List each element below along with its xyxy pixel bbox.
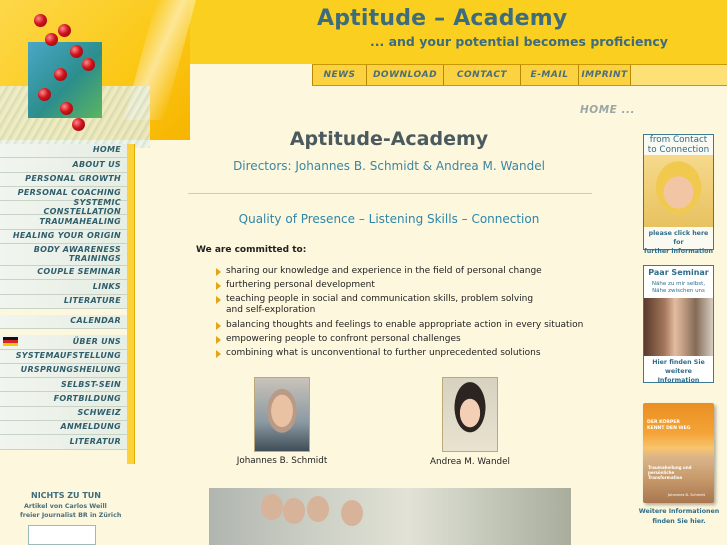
sidebar-item-calendar[interactable]	[0, 315, 127, 329]
sidebar-item-home[interactable]	[0, 144, 127, 158]
committed-heading: We are committed to:	[196, 245, 307, 255]
sidebar-item-fortbildung[interactable]	[0, 392, 127, 406]
sidebar-item-label: BODY AWARENESS TRAININGS	[33, 245, 121, 263]
decorative-ball-icon	[54, 68, 67, 81]
contact-banner-heading	[644, 135, 713, 155]
sidebar-item-label: URSPRUNGSHEILUNG	[20, 365, 121, 375]
divider	[188, 193, 592, 194]
promo-title[interactable]: NICHTS ZU TUN	[31, 491, 101, 500]
sidebar-item-label: LITERATUR	[69, 436, 121, 446]
book-caption-line-2: finden Sie hier.	[652, 518, 706, 525]
sidebar-item-label: HOME	[92, 145, 121, 155]
sidebar-item-label: TRAUMAHEALING	[39, 216, 121, 226]
sidebar-item-about-us[interactable]	[0, 158, 127, 172]
sidebar-item-systemic-constellation[interactable]	[0, 198, 127, 216]
group-photo-person	[283, 498, 305, 524]
seminar-banner-photo	[644, 298, 713, 356]
promo-line-1: Artikel von Carlos Weill	[24, 503, 107, 510]
sidebar-item-literature[interactable]	[0, 295, 127, 309]
seminar-banner-subtitle	[644, 281, 713, 295]
sidebar-item-label: SCHWEIZ	[77, 408, 121, 418]
book-cover-author: Johannes B. Schmidt	[668, 493, 705, 497]
site-tagline: ... and your potential becomes proficiency	[370, 34, 668, 49]
nav-imprint[interactable]: IMPRINT	[578, 65, 631, 85]
group-photo-person	[307, 496, 329, 522]
home-link[interactable]: HOME ...	[580, 104, 635, 116]
decorative-ball-icon	[60, 102, 73, 115]
sidebar-item-label: LITERATURE	[63, 296, 121, 306]
top-navigation	[312, 64, 631, 86]
list-item-text: and self-exploration	[226, 305, 316, 316]
sidebar-item-label: CALENDAR	[70, 316, 121, 326]
sidebar-item-label: ANMELDUNG	[60, 422, 121, 432]
contact-banner-bottom-1: please click here for	[648, 230, 709, 246]
seminar-banner-bottom-1: Hier finden Sie	[652, 359, 705, 366]
sidebar-item-healing-your-origin[interactable]	[0, 230, 127, 244]
decorative-ball-icon	[82, 58, 95, 71]
nav-download[interactable]: DOWNLOAD	[366, 65, 443, 85]
portrait-andrea	[442, 377, 498, 452]
sidebar-item-label: FORTBILDUNG	[53, 393, 121, 403]
german-flag-icon[interactable]	[3, 337, 18, 346]
sidebar-item-label: SELBST-SEIN	[61, 379, 121, 389]
book-cover-subtitle: Traumaheilung und persönliche Transformation	[648, 465, 692, 480]
sidebar-item-literatur[interactable]	[0, 435, 127, 449]
portrait-caption-johannes: Johannes B. Schmidt	[236, 456, 328, 466]
sidebar-item-body-awareness[interactable]	[0, 244, 127, 266]
decorative-ball-icon	[72, 118, 85, 131]
sidebar-item-links[interactable]	[0, 280, 127, 294]
sidebar-item-label: ÜBER UNS	[72, 336, 121, 346]
list-item: empowering people to confront personal challenges	[214, 334, 583, 345]
sidebar-item-label: ABOUT US	[72, 159, 121, 169]
top-navigation-tail	[631, 64, 727, 86]
group-photo-person	[261, 494, 283, 520]
promo-article-thumbnail[interactable]	[28, 525, 96, 545]
seminar-banner-sub-1: Nähe zu mir selbst,	[651, 281, 706, 287]
decorative-ball-icon	[34, 14, 47, 27]
sidebar-item-traumahealing[interactable]	[0, 215, 127, 229]
nav-contact[interactable]: CONTACT	[443, 65, 520, 85]
sidebar-item-label: HEALING YOUR ORIGIN	[12, 231, 121, 241]
book-cover	[643, 403, 714, 503]
commitment-list	[214, 266, 583, 362]
page-title: Aptitude-Academy	[289, 128, 489, 150]
directors-line: Directors: Johannes B. Schmidt & Andrea M. Wandel	[233, 159, 545, 173]
sidebar-item-label: PERSONAL GROWTH	[25, 173, 121, 183]
sidebar-item-label: SYSTEMAUFSTELLUNG	[15, 350, 121, 360]
quality-line: Quality of Presence – Listening Skills – Connection	[238, 212, 540, 226]
list-item: balancing thoughts and feelings to enable appropriate action in every situation	[214, 320, 583, 331]
contact-banner-bottom-2: further information	[644, 248, 713, 255]
sidebar-item-personal-growth[interactable]	[0, 173, 127, 187]
seminar-banner-sub-2: Nähe zwischen uns	[652, 288, 705, 294]
book-cover-title-2: KENNT DEN WEG	[647, 426, 691, 431]
group-photo	[209, 488, 571, 545]
sidebar-item-label: PERSONAL COACHING	[17, 188, 121, 198]
list-item: combining what is unconventional to further unprecedented solutions	[214, 348, 583, 359]
sidebar-item-label: COUPLE SEMINAR	[37, 267, 121, 277]
book-caption-line-1: Weitere Informationen	[638, 508, 720, 515]
decorative-ball-icon	[38, 88, 51, 101]
decorative-ball-icon	[45, 33, 58, 46]
sidebar-item-systemaufstellung[interactable]	[0, 350, 127, 364]
sidebar-item-label: SYSTEMIC CONSTELLATION	[43, 198, 121, 216]
sidebar-item-label: LINKS	[92, 281, 121, 291]
contact-banner-line-1: from Contact	[649, 135, 708, 145]
sidebar-item-schweiz[interactable]	[0, 407, 127, 421]
nav-news[interactable]: NEWS	[312, 65, 366, 85]
portrait-caption-andrea: Andrea M. Wandel	[430, 457, 510, 467]
portrait-johannes	[254, 377, 310, 452]
book-cover-title-1: DER KÖRPER	[647, 420, 680, 425]
list-item: furthering personal development	[214, 280, 583, 291]
list-item	[214, 294, 583, 316]
list-item: sharing our knowledge and experience in the field of personal change	[214, 266, 583, 277]
promo-line-2: freier Journalist BR in Zürich	[20, 512, 122, 519]
nav-email[interactable]: E-MAIL	[520, 65, 578, 85]
contact-banner-line-2: to Connection	[647, 144, 710, 155]
contact-banner-photo	[644, 155, 713, 227]
contact-banner-footer	[644, 229, 713, 256]
decorative-ball-icon	[70, 45, 83, 58]
sidebar-item-selbst-sein[interactable]	[0, 378, 127, 392]
decorative-ball-icon	[58, 24, 71, 37]
seminar-banner[interactable]	[643, 265, 714, 383]
book-banner[interactable]	[643, 403, 714, 503]
sidebar-item-anmeldung[interactable]	[0, 421, 127, 435]
sidebar-item-couple-seminar[interactable]	[0, 266, 127, 280]
site-title: Aptitude – Academy	[317, 6, 568, 31]
seminar-banner-bottom-2: weitere Information	[657, 368, 700, 384]
contact-banner[interactable]	[643, 134, 714, 255]
sidebar-yellow-edge	[127, 144, 135, 464]
group-photo-person	[341, 500, 363, 526]
sidebar-item-ueber-uns[interactable]	[0, 335, 127, 349]
sidebar-item-ursprungsheilung[interactable]	[0, 364, 127, 378]
seminar-banner-title: Paar Seminar	[648, 268, 709, 277]
seminar-banner-footer	[644, 358, 713, 385]
list-item-text: teaching people in social and communication skills, problem solving	[226, 294, 534, 305]
book-caption[interactable]	[634, 507, 724, 527]
